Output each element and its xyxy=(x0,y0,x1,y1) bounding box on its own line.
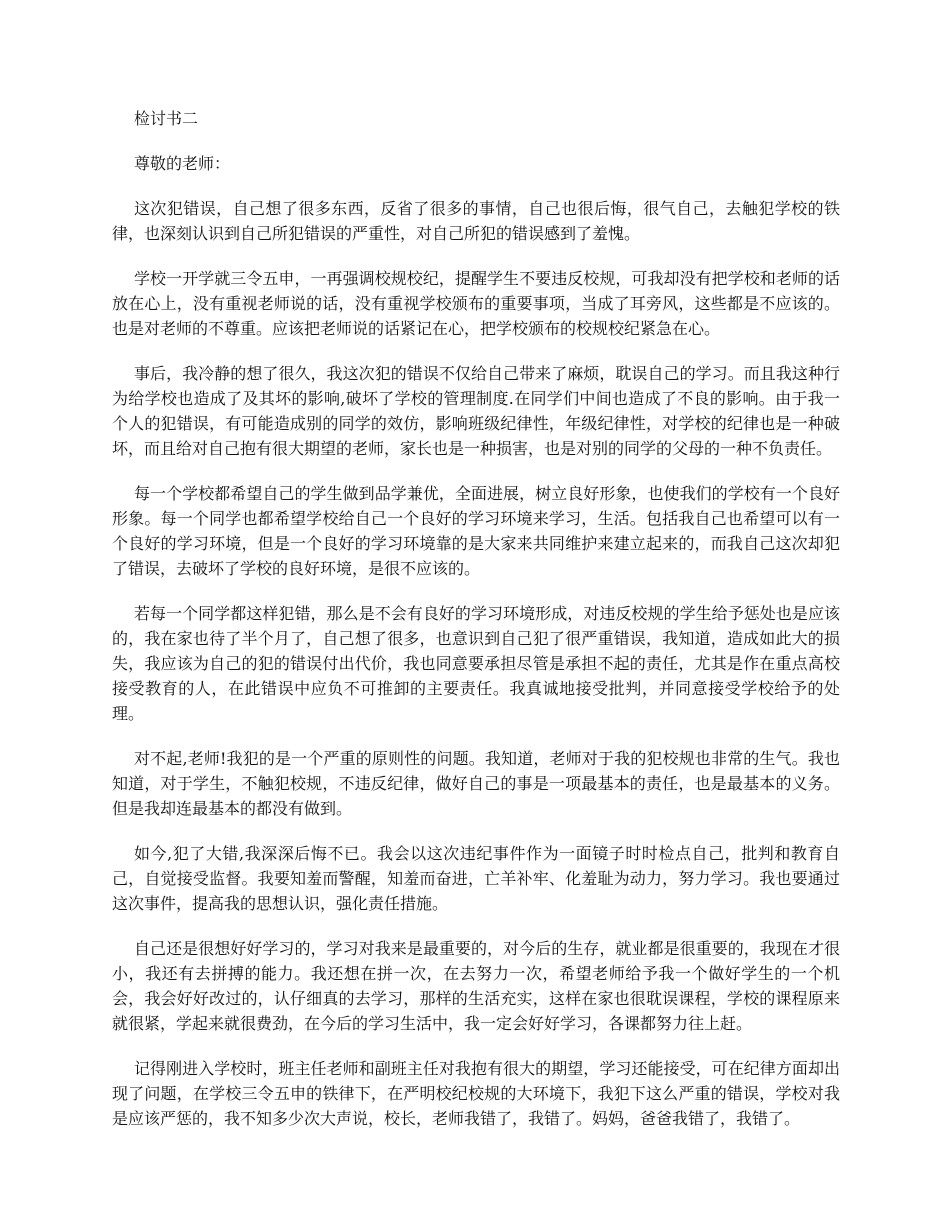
paragraph-6: 对不起,老师!我犯的是一个严重的原则性的问题。我知道，老师对于我的犯校规也非常的生气。我也知道，对于学生，不触犯校规，不违反纪律，做好自己的事是一项最基本的责任，也是最基本的义务。但是我却连最基本的都没有做到。 xyxy=(112,749,840,818)
paragraph-4: 每一个学校都希望自己的学生做到品学兼优，全面进展，树立良好形象，也使我们的学校有一个良好形象。每一个同学也都希望学校给自己一个良好的学习环境来学习，生活。包括我自己也希望可以有一个良好的学习环境，但是一个良好的学习环境靠的是大家来共同维护来建立起来的，而我自己这次却犯了错误，去破坏了学校的良好环境，是很不应该的。 xyxy=(112,484,840,578)
paragraph-5: 若每一个同学都这样犯错，那么是不会有良好的学习环境形成，对违反校规的学生给予惩处也是应该的，我在家也待了半个月了，自己想了很多，也意识到自己犯了很严重错误，我知道，造成如此大的损失，我应该为自己的犯的错误付出代价，我也同意要承担尽管是承担不起的责任，尤其是作在重点高校接受教育的人，在此错误中应负不可推卸的主要责任。我真诚地接受批判，并同意接受学校给予的处理。 xyxy=(112,604,840,723)
paragraph-2: 学校一开学就三令五申，一再强调校规校纪，提醒学生不要违反校规，可我却没有把学校和老师的话放在心上，没有重视老师说的话，没有重视学校颁布的重要事项，当成了耳旁风，这些都是不应该的。也是对老师的不尊重。应该把老师说的话紧记在心，把学校颁布的校规校纪紧急在心。 xyxy=(112,269,840,338)
paragraph-9: 记得刚进入学校时，班主任老师和副班主任对我抱有很大的期望，学习还能接受，可在纪律方面却出现了问题，在学校三令五申的铁律下，在严明校纪校规的大环境下，我犯下这么严重的错误，学校对我是应该严惩的，我不知多少次大声说，校长，老师我错了，我错了。妈妈，爸爸我错了，我错了。 xyxy=(112,1059,840,1128)
salutation: 尊敬的老师： xyxy=(134,154,231,173)
paragraph-1: 这次犯错误，自己想了很多东西，反省了很多的事情，自己也很后悔，很气自己，去触犯学校的铁律，也深刻认识到自己所犯错误的严重性，对自己所犯的错误感到了羞愧。 xyxy=(112,199,840,243)
document-title: 检讨书二 xyxy=(134,109,199,128)
document-page xyxy=(112,106,840,1151)
paragraph-7: 如今,犯了大错,我深深后悔不已。我会以这次违纪事件作为一面镜子时时检点自己，批判和教育自己，自觉接受监督。我要知羞而警醒，知羞而奋进，亡羊补牢、化羞耻为动力，努力学习。我也要通过这次事件，提高我的思想认识，强化责任措施。 xyxy=(112,844,840,913)
paragraph-8: 自己还是很想好好学习的，学习对我来是最重要的，对今后的生存，就业都是很重要的，我现在才很小，我还有去拼搏的能力。我还想在拼一次，在去努力一次，希望老师给予我一个做好学生的一个机会，我会好好改过的，认仔细真的去学习，那样的生活充实，这样在家也很耽误课程，学校的课程原来就很紧，学起来就很费劲，在今后的学习生活中，我一定会好好学习，各课都努力往上赶。 xyxy=(112,939,840,1033)
paragraph-3: 事后，我冷静的想了很久，我这次犯的错误不仅给自己带来了麻烦，耽误自己的学习。而且我这种行为给学校也造成了及其坏的影响,破坏了学校的管理制度.在同学们中间也造成了不良的影响。由于我一个人的犯错误，有可能造成别的同学的效仿，影响班级纪律性，年级纪律性，对学校的纪律也是一种破坏，而且给对自己抱有很大期望的老师，家长也是一种损害，也是对别的同学的父母的一种不负责任。 xyxy=(112,364,840,458)
